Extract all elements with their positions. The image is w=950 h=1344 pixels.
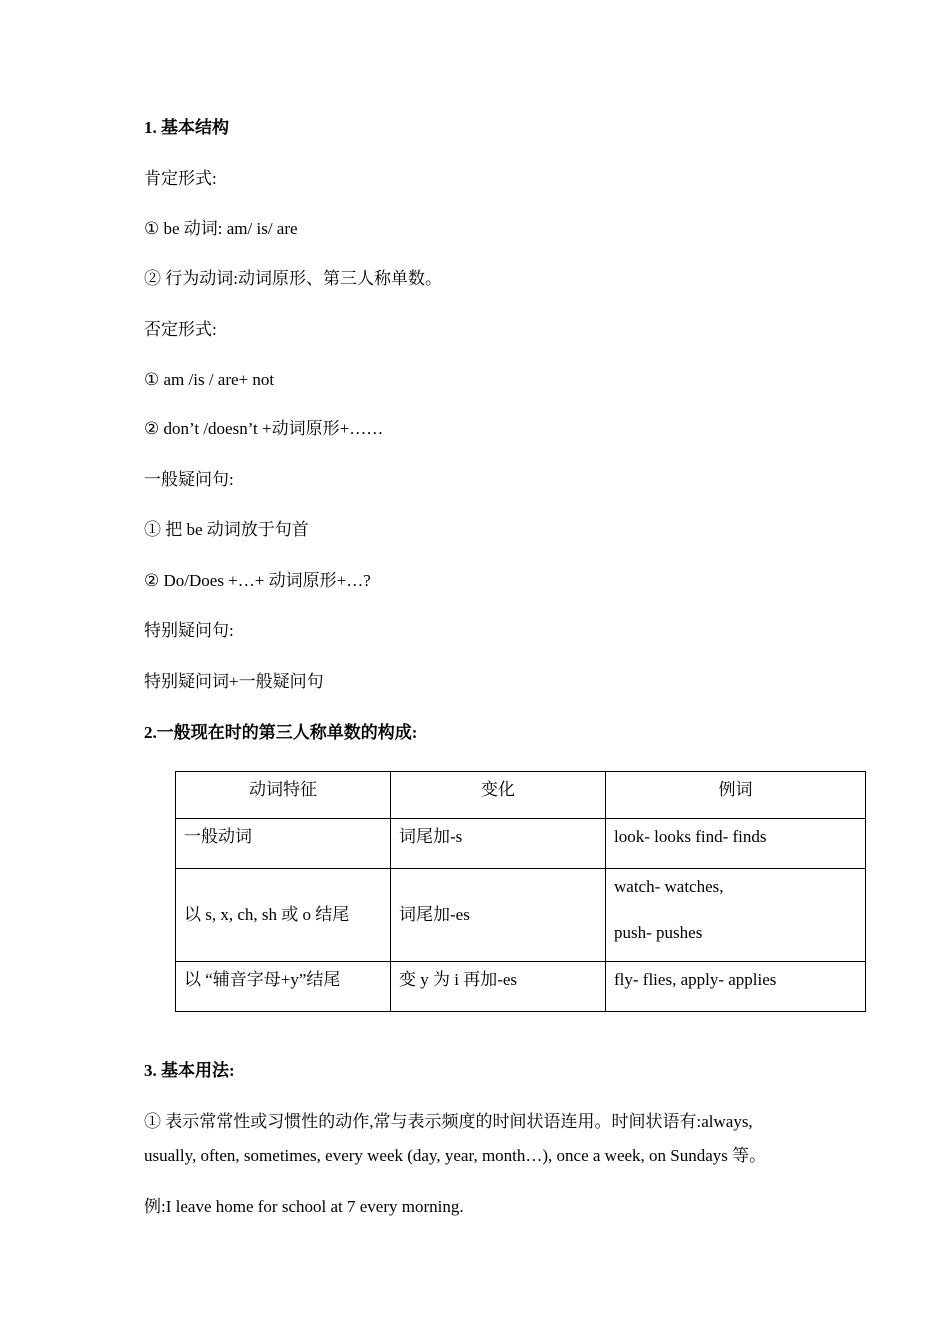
affirmative-item-1: ① be 动词: am/ is/ are — [144, 219, 298, 238]
table-cell-feature: 以 s, x, ch, sh 或 o 结尾 — [176, 869, 391, 962]
special-question-item-1: 特别疑问词+一般疑问句 — [144, 672, 324, 691]
table-header-row — [176, 772, 866, 819]
table-row — [176, 819, 866, 869]
third-person-table — [175, 771, 866, 1012]
table-cell-change: 变 y 为 i 再加-es — [391, 962, 606, 1012]
example-text: fly- flies, apply- applies — [614, 970, 777, 989]
table-header-cell: 例词 — [606, 772, 866, 819]
example-text: push- pushes — [614, 923, 703, 942]
table-cell-change: 词尾加-s — [391, 819, 606, 869]
negative-item-1: ① am /is / are+ not — [144, 370, 275, 389]
affirmative-label: 肯定形式: — [144, 169, 217, 188]
negative-item-2: ② don’t /doesn’t +动词原形+…… — [144, 419, 384, 438]
table-cell-feature: 以 “辅音字母+y”结尾 — [176, 962, 391, 1012]
usage-1-line-2: usually, often, sometimes, every week (day, year, month…), once a week, on Sundays 等。 — [144, 1146, 767, 1165]
table-cell-feature: 一般动词 — [176, 819, 391, 869]
section2-heading: 2.一般现在时的第三人称单数的构成: — [144, 723, 418, 742]
example-text: watch- watches, — [614, 877, 724, 896]
section3-heading: 3. 基本用法: — [144, 1061, 235, 1080]
table-header-cell: 变化 — [391, 772, 606, 819]
usage-1-line-1: ① 表示常常性或习惯性的动作,常与表示频度的时间状语连用。时间状语有:always, — [144, 1112, 753, 1131]
table-row — [176, 869, 866, 962]
general-question-item-2: ② Do/Does +…+ 动词原形+…? — [144, 571, 371, 590]
section1-heading: 1. 基本结构 — [144, 118, 229, 137]
table-row — [176, 962, 866, 1012]
general-question-item-1: ① 把 be 动词放于句首 — [144, 520, 309, 539]
negative-label: 否定形式: — [144, 320, 217, 339]
example-text: look- looks find- finds — [614, 827, 767, 846]
table-cell-examples — [606, 869, 866, 962]
affirmative-item-2: ② 行为动词:动词原形、第三人称单数。 — [144, 269, 442, 288]
usage-example: 例:I leave home for school at 7 every morning. — [144, 1197, 464, 1216]
general-question-label: 一般疑问句: — [144, 470, 234, 489]
table-cell-change: 词尾加-es — [391, 869, 606, 962]
paragraph-gap — [614, 897, 857, 923]
table-cell-examples — [606, 819, 866, 869]
special-question-label: 特别疑问句: — [144, 621, 234, 640]
table-header-cell: 动词特征 — [176, 772, 391, 819]
table-cell-examples — [606, 962, 866, 1012]
